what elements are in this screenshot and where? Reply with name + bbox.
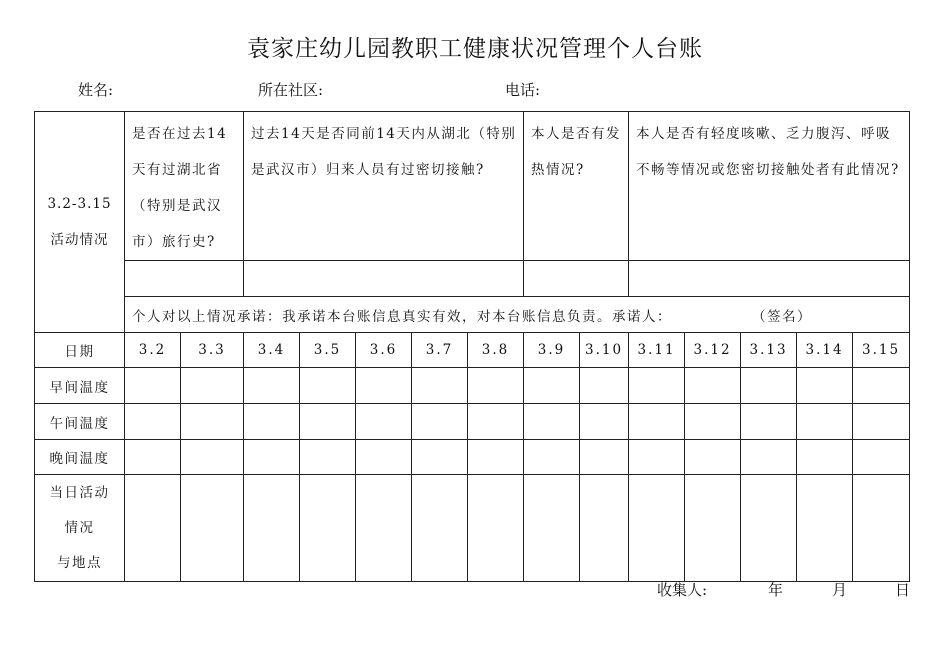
entry-cell[interactable] [356,440,412,475]
answer-close-contact[interactable] [244,261,524,297]
entry-cell[interactable] [741,404,797,440]
entry-cell[interactable] [741,475,797,582]
entry-cell[interactable] [468,475,524,582]
entry-cell[interactable] [244,440,300,475]
month-label: 月 [832,581,848,599]
entry-cell[interactable] [356,404,412,440]
period-label: 3.2-3.15 [47,196,112,212]
date-cell: 3.14 [797,333,853,368]
daily-activity-label [35,475,125,582]
activity-label: 活动情况 [50,232,109,248]
entry-cell[interactable] [181,475,244,582]
entry-cell[interactable] [356,475,412,582]
entry-cell[interactable] [741,440,797,475]
date-cell: 3.7 [412,333,468,368]
daily-activity-line2: 情况 [64,519,95,536]
evening-temp-label: 晚间温度 [35,440,125,475]
entry-cell[interactable] [580,404,629,440]
entry-cell[interactable] [685,404,741,440]
name-label: 姓名: [78,81,114,99]
entry-cell[interactable] [300,368,356,404]
date-cell: 3.13 [741,333,797,368]
date-header: 日期 [35,333,125,368]
entry-cell[interactable] [412,475,468,582]
entry-cell[interactable] [629,440,685,475]
entry-cell[interactable] [629,404,685,440]
date-cell: 3.4 [244,333,300,368]
entry-cell[interactable] [125,475,181,582]
day-label: 日 [895,581,911,599]
entry-cell[interactable] [524,368,580,404]
entry-cell[interactable] [629,368,685,404]
entry-cell[interactable] [125,368,181,404]
entry-cell[interactable] [125,404,181,440]
entry-cell[interactable] [580,440,629,475]
question-close-contact: 过去14天是否同前14天内从湖北（特别是武汉市）归来人员有过密切接触? [244,112,524,261]
entry-cell[interactable] [685,475,741,582]
collector-label: 收集人: [657,581,708,599]
phone-label: 电话: [505,81,541,99]
daily-activity-line3: 与地点 [57,554,102,571]
page-title: 袁家庄幼儿园教职工健康状况管理个人台账 [247,36,703,62]
pledge-row [125,297,910,333]
entry-cell[interactable] [300,404,356,440]
entry-cell[interactable] [853,404,910,440]
entry-cell[interactable] [181,368,244,404]
entry-cell[interactable] [412,404,468,440]
community-label: 所在社区: [258,81,324,99]
date-cell: 3.8 [468,333,524,368]
signature-label: （签名） [752,308,812,325]
date-cell: 3.9 [524,333,580,368]
year-label: 年 [768,581,784,599]
entry-cell[interactable] [524,404,580,440]
entry-cell[interactable] [244,368,300,404]
noon-temp-label: 午间温度 [35,404,125,440]
entry-cell[interactable] [524,475,580,582]
entry-cell[interactable] [181,440,244,475]
date-cell: 3.15 [853,333,910,368]
entry-cell[interactable] [412,368,468,404]
date-cell: 3.2 [125,333,181,368]
entry-cell[interactable] [797,404,853,440]
entry-cell[interactable] [797,368,853,404]
entry-cell[interactable] [580,368,629,404]
date-cell: 3.10 [580,333,629,368]
entry-cell[interactable] [244,404,300,440]
entry-cell[interactable] [741,368,797,404]
entry-cell[interactable] [468,440,524,475]
entry-cell[interactable] [244,475,300,582]
entry-cell[interactable] [300,440,356,475]
date-cell: 3.6 [356,333,412,368]
morning-temp-label: 早间温度 [35,368,125,404]
entry-cell[interactable] [468,404,524,440]
answer-symptoms[interactable] [629,261,910,297]
entry-cell[interactable] [797,440,853,475]
daily-activity-line1: 当日活动 [49,484,110,501]
entry-cell[interactable] [853,440,910,475]
entry-cell[interactable] [524,440,580,475]
date-cell: 3.12 [685,333,741,368]
entry-cell[interactable] [125,440,181,475]
date-cell: 3.3 [181,333,244,368]
entry-cell[interactable] [356,368,412,404]
pledge-text: 个人对以上情况承诺：我承诺本台账信息真实有效，对本台账信息负责。承诺人： [132,308,672,325]
answer-fever[interactable] [524,261,629,297]
entry-cell[interactable] [797,475,853,582]
entry-cell[interactable] [853,475,910,582]
answer-hubei-travel[interactable] [125,261,244,297]
entry-cell[interactable] [853,368,910,404]
question-hubei-travel: 是否在过去14天有过湖北省（特别是武汉市）旅行史? [125,112,244,261]
ledger-table [34,111,910,582]
entry-cell[interactable] [300,475,356,582]
date-cell: 3.11 [629,333,685,368]
entry-cell[interactable] [580,475,629,582]
question-symptoms: 本人是否有轻度咳嗽、乏力腹泻、呼吸不畅等情况或您密切接触处者有此情况? [629,112,910,261]
question-fever: 本人是否有发热情况? [524,112,629,261]
entry-cell[interactable] [181,404,244,440]
entry-cell[interactable] [685,440,741,475]
entry-cell[interactable] [685,368,741,404]
period-cell [35,112,125,333]
date-cell: 3.5 [300,333,356,368]
entry-cell[interactable] [412,440,468,475]
entry-cell[interactable] [468,368,524,404]
entry-cell[interactable] [629,475,685,582]
